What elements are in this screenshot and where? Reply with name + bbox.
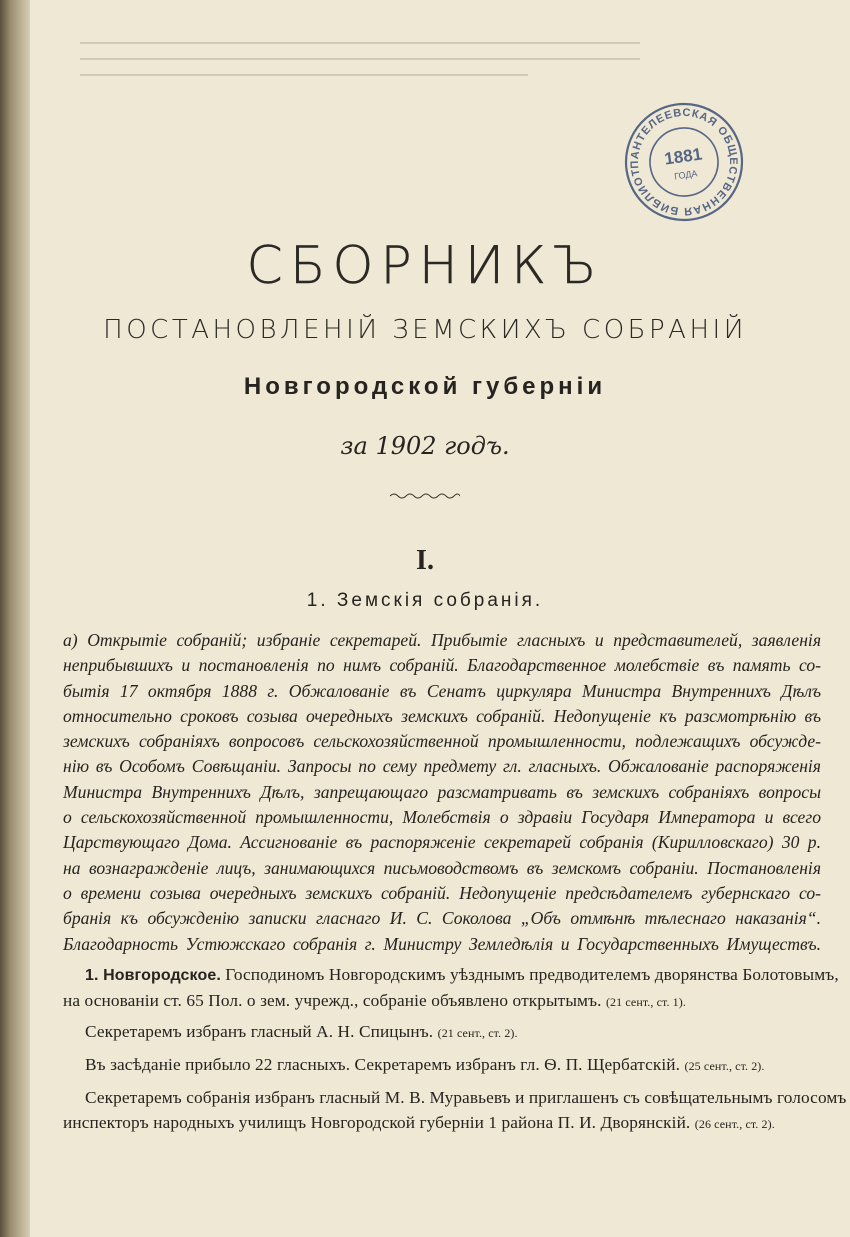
district-name: 1. Новгородское. bbox=[85, 967, 221, 984]
summary-line: на вознагражденіе лицъ, занимающихся письмоводствомъ въ земскомъ собраніи. Постановленія bbox=[63, 857, 821, 878]
summary-line: Министра Внутреннихъ Дѣлъ, запрещающаго разсматривать въ земскихъ собраніяхъ вопросы bbox=[63, 781, 821, 802]
paragraph-line bbox=[63, 1052, 821, 1079]
stamp-outer-text: ПАНТЕЛЕЕВСКАЯ ОБЩЕСТВЕННАЯ БИБЛИОТЕКА bbox=[613, 99, 740, 218]
bleed-through-text bbox=[80, 28, 640, 90]
library-stamp bbox=[613, 99, 746, 224]
summary-line: бранія къ обсужденію записки гласнаго И. С. Соколова „Объ отмѣнѣ тѣлеснаго наказанія“. bbox=[63, 908, 821, 929]
citation: (21 сент., ст. 2). bbox=[437, 1026, 518, 1040]
paragraph-text: Секретаремъ избранъ гласный А. Н. Спицынъ. bbox=[85, 1022, 434, 1041]
stamp-year: 1881 bbox=[663, 144, 704, 169]
section-heading: 1. Земскія собранія. bbox=[306, 590, 544, 611]
summary-line: Благодарность Устюжскаго собранія г. Министру Земледѣлія и Государственныхъ Имуществъ. bbox=[63, 933, 821, 954]
summary-line: относительно сроковъ созыва очередныхъ земскихъ собраній. Недопущеніе къ разсмотрѣнію въ bbox=[63, 705, 821, 726]
paragraph-secretary-shcherbatsky bbox=[63, 1052, 821, 1079]
paragraph-line bbox=[63, 1019, 821, 1046]
book-title: СБОРНИКЪ bbox=[246, 236, 604, 296]
stamp-year-word: ГОДА bbox=[673, 168, 699, 182]
paragraph-secretary-spitsyn bbox=[63, 1019, 821, 1046]
library-stamp-graphic bbox=[614, 92, 754, 232]
ornament-divider bbox=[390, 492, 460, 500]
citation: (25 сент., ст. 2). bbox=[684, 1059, 765, 1073]
book-region: Новгородской губерніи bbox=[243, 373, 607, 400]
paragraph-novgorod-opening bbox=[63, 962, 839, 1015]
paragraph-text: Господиномъ Новгородскимъ уѣзднымъ предводителемъ дворянства Болотовымъ, bbox=[225, 965, 839, 984]
summary-line: земскихъ собраніяхъ вопросовъ сельскохозяйственной промышленности, подлежащихъ обсужде- bbox=[63, 731, 821, 752]
summary-line: Царствующаго Дома. Ассигнованіе въ распоряженіе секретарей собранія (Кирилловскаго) 30 р. bbox=[63, 832, 821, 853]
section-summary bbox=[63, 628, 821, 957]
page-binding-edge bbox=[0, 0, 30, 1237]
summary-line: бытія 17 октября 1888 г. Обжалованіе въ Сенатъ циркуляра Министра Внутреннихъ Дѣлъ bbox=[63, 680, 821, 701]
citation: (21 сент., ст. 1). bbox=[605, 995, 686, 1009]
paragraph-line bbox=[63, 962, 839, 988]
summary-line: о сельскохозяйственной промышленности, Молебствія о здравіи Государя Императора и всего bbox=[63, 807, 821, 828]
paragraph-text: на основаніи ст. 65 Пол. о зем. учрежд., собраніе объявлено открытымъ. bbox=[63, 991, 602, 1010]
summary-line: нію въ Особомъ Совѣщаніи. Запросы по сему предмету гл. гласныхъ. Обжалованіе распоряженія bbox=[63, 756, 821, 777]
section-number: I. bbox=[416, 545, 434, 576]
summary-line: а) Открытіе собраній; избраніе секретарей. Прибытіе гласныхъ и представителей, заявленія bbox=[63, 630, 821, 650]
summary-line: неприбывшихъ и постановленія по нимъ собраній. Благодарственное молебствіе въ память со- bbox=[63, 655, 821, 676]
paragraph-line bbox=[63, 1110, 821, 1137]
book-subtitle: ПОСТАНОВЛЕНІЙ ЗЕМСКИХЪ СОБРАНІЙ bbox=[103, 315, 747, 345]
citation: (26 сент., ст. 2). bbox=[694, 1117, 775, 1131]
paragraph-line: Секретаремъ собранія избранъ гласный М. В. Муравьевъ и приглашенъ съ совѣщательнымъ голосомъ bbox=[85, 1088, 847, 1107]
summary-line: о времени созыва очередныхъ земскихъ собраній. Недопущеніе предсѣдателемъ губернскаго со- bbox=[63, 882, 821, 903]
paragraph-text: Въ засѣданіе прибыло 22 гласныхъ. Секретаремъ избранъ гл. Ѳ. П. Щербатскій. bbox=[85, 1055, 681, 1074]
paragraph-secretary-muravyev bbox=[63, 1085, 847, 1137]
book-year: за 1902 годъ. bbox=[340, 432, 510, 460]
paragraph-line bbox=[63, 988, 821, 1015]
paragraph-text: инспекторъ народныхъ училищъ Новгородской губерніи 1 района П. И. Дворянскій. bbox=[63, 1113, 691, 1132]
